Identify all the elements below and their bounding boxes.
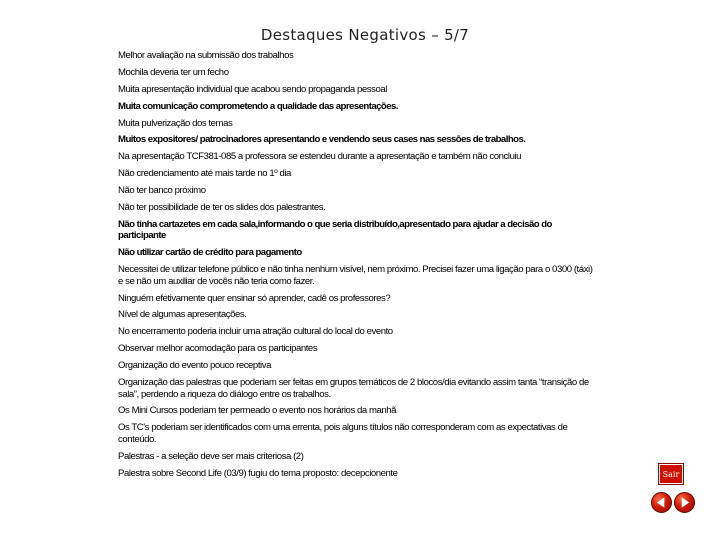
previous-slide-button[interactable] — [651, 492, 672, 513]
list-item: Não ter possibilidade de ter os slides dos palestrantes. — [118, 202, 326, 214]
list-item: Muita apresentação individual que acabou sendo propaganda pessoal — [118, 83, 387, 95]
exit-button[interactable]: Sair — [659, 464, 683, 484]
list-item: Melhor avaliação na submissão dos trabalhos — [118, 50, 294, 61]
list-item: Palestra sobre Second Life (03/9) fugiu do tema proposto: decepcionente — [118, 467, 398, 479]
list-item: Mochila deveria ter um fecho — [118, 66, 229, 78]
list-item: Muita pulverização dos temas — [118, 117, 233, 129]
list-item: Os TC's poderiam ser identificados com uma errenta, pois alguns títulos não corresponderam com as expectativas de conteúdo. — [118, 422, 568, 445]
list-item: Os Mini Cursos poderiam ter permeado o evento nos horários da manhã — [118, 405, 397, 417]
list-item: Não ter banco próximo — [118, 185, 206, 197]
list-item: Necessitei de utilizar telefone público e não tinha nenhum visível, nem próximo. Precisei fazer uma ligação para o 0300 (táxi) e se não um auxiliar de vocês não teria como fazer. — [118, 264, 593, 287]
list-item: Nível de algumas apresentações. — [118, 309, 247, 321]
list-item: Não utilizar cartão de crédito para pagamento — [118, 247, 302, 259]
slide-title: Destaques Negativos – 5/7 — [260, 26, 470, 44]
arrow-left-icon — [652, 493, 671, 512]
arrow-right-icon — [675, 493, 694, 512]
next-slide-button[interactable] — [674, 492, 695, 513]
feedback-list — [118, 50, 598, 484]
list-item: Muita comunicação comprometendo a qualidade das apresentações. — [118, 100, 398, 112]
list-item: Não tinha cartazetes em cada sala,informando o que seria distribuído,apresentado para ajudar a decisão do participante — [118, 218, 552, 242]
list-item: Na apresentação TCF381-085 a professora se estendeu durante a apresentação e também não concluiu — [118, 151, 522, 163]
list-item: Não credenciamento até mais tarde no 1º dia — [118, 168, 291, 180]
list-item: Organização do evento pouco receptiva — [118, 360, 271, 372]
list-item: Muitos expositores/ patrocinadores apresentando e vendendo seus cases nas sessões de trabalhos. — [118, 134, 526, 146]
list-item: Organização das palestras que poderiam ser feitas em grupos temáticos de 2 blocos/dia evitando assim tanta “transição de sala”, perdendo a riqueza do diálogo entre os trabalhos. — [118, 377, 589, 400]
list-item: No encerramento poderia incluir uma atração cultural do local do evento — [118, 326, 393, 338]
list-item: Ninguém efetivamente quer ensinar só aprender, cadê os professores? — [118, 292, 391, 304]
list-item: Palestras - a seleção deve ser mais criteriosa (2) — [118, 450, 304, 462]
list-item: Observar melhor acomodação para os participantes — [118, 343, 318, 355]
